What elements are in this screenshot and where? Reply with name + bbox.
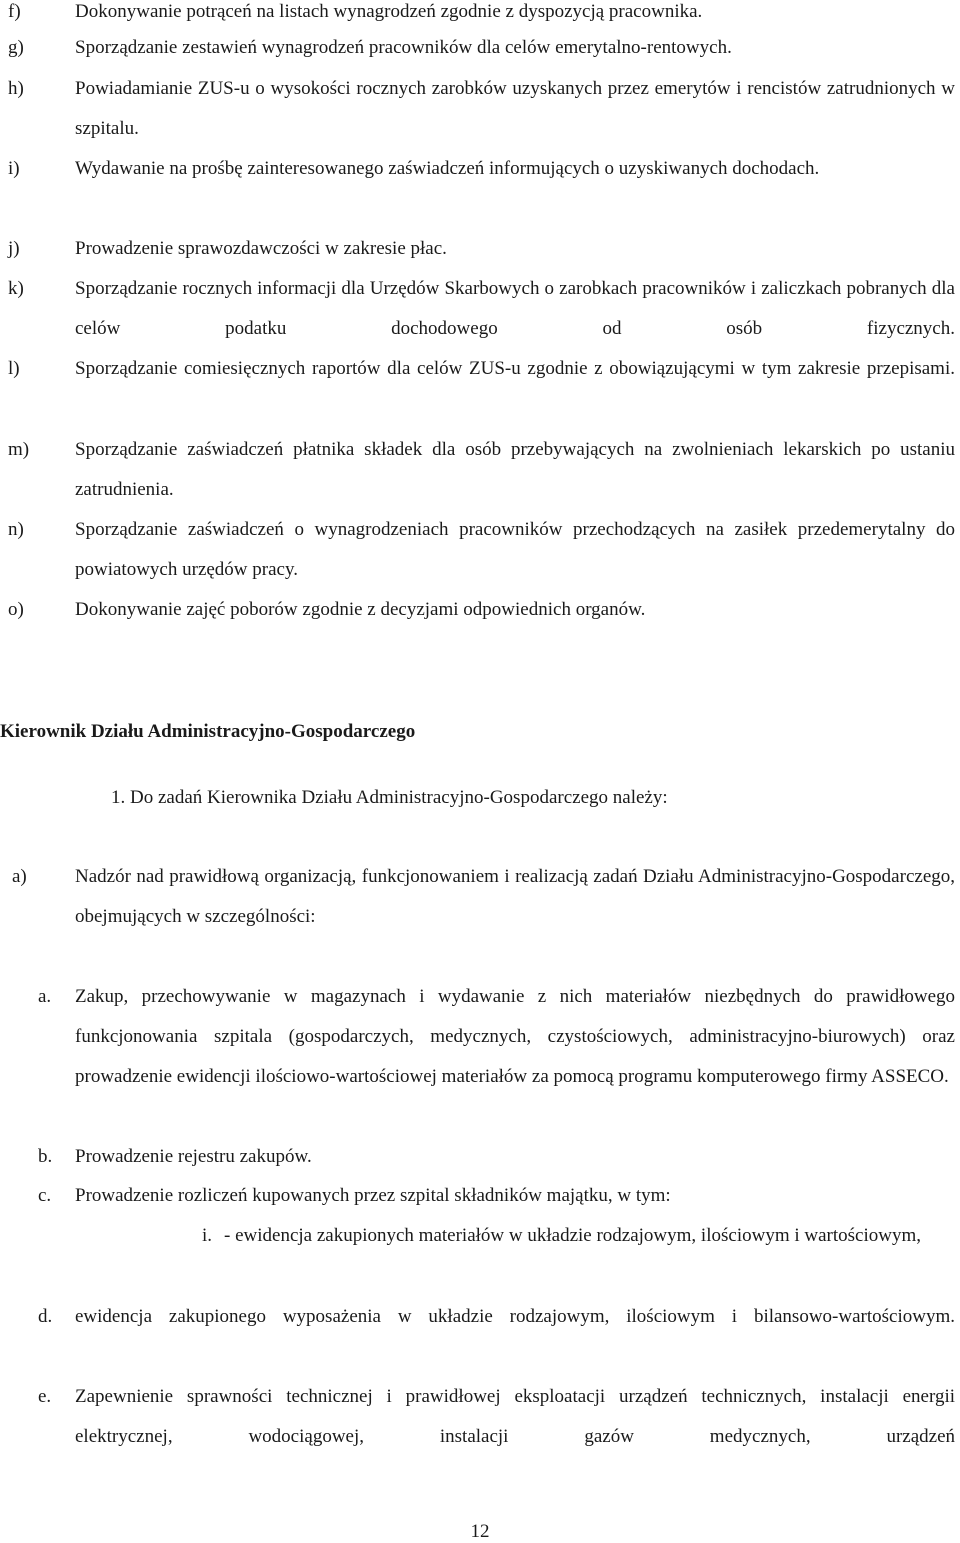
- page-number: 12: [470, 1521, 490, 1542]
- list-marker: f): [8, 1, 21, 22]
- list-text: - ewidencja zakupionych materiałów w układzie rodzajowym, ilościowym i wartościowym,: [224, 1225, 921, 1246]
- list-marker: n): [8, 519, 24, 540]
- list-marker: g): [8, 37, 24, 58]
- list-text: ewidencja zakupionego wyposażenia w układzie rodzajowym, ilościowym i bilansowo-wartościowym.: [75, 1306, 955, 1327]
- list-marker: e.: [38, 1386, 52, 1407]
- list-marker: a): [12, 866, 27, 887]
- list-text: Sporządzanie zaświadczeń płatnika składek dla osób przebywających na zwolnieniach lekarskich po ustaniu zatrudnienia.: [75, 439, 955, 500]
- list-text: Sporządzanie zaświadczeń o wynagrodzeniach pracowników przechodzących na zasiłek przedemerytalny do powiatowych urzędów pracy.: [75, 519, 955, 580]
- list-marker: a.: [38, 986, 52, 1007]
- list-marker: o): [8, 599, 24, 620]
- list-text: Powiadamianie ZUS-u o wysokości rocznych zarobków uzyskanych przez emerytów i rencistów zatrudnionych w szpitalu.: [75, 78, 955, 139]
- list-text: Prowadzenie sprawozdawczości w zakresie płac.: [75, 238, 447, 259]
- list-marker: j): [8, 238, 20, 259]
- list-text: Prowadzenie rejestru zakupów.: [75, 1146, 312, 1167]
- list-marker: d.: [38, 1306, 53, 1327]
- list-text: Sporządzanie comiesięcznych raportów dla celów ZUS-u zgodnie z obowiązującymi w tym zakresie przepisami.: [75, 358, 955, 379]
- list-text: Zapewnienie sprawności technicznej i prawidłowej eksploatacji urządzeń technicznych, instalacji energii elektrycznej, wodociągowej, instalacji gazów medycznych, urządzeń: [75, 1386, 955, 1447]
- list-marker: c.: [38, 1185, 52, 1206]
- list-text: Dokonywanie potrąceń na listach wynagrodzeń zgodnie z dyspozycją pracownika.: [75, 1, 703, 22]
- list-text: Sporządzanie rocznych informacji dla Urzędów Skarbowych o zarobkach pracowników i zaliczkach pobranych dla celów podatku dochodowego od osób fizycznych.: [75, 278, 955, 339]
- list-marker: l): [8, 358, 20, 379]
- list-text: Dokonywanie zajęć poborów zgodnie z decyzjami odpowiednich organów.: [75, 599, 646, 620]
- list-text: Prowadzenie rozliczeń kupowanych przez szpital składników majątku, w tym:: [75, 1185, 671, 1206]
- list-marker: b.: [38, 1146, 53, 1167]
- section-intro: 1. Do zadań Kierownika Działu Administracyjno-Gospodarczego należy:: [111, 787, 668, 808]
- list-text: Zakup, przechowywanie w magazynach i wydawanie z nich materiałów niezbędnych do prawidłowego funkcjonowania szpitala (gospodarczych, medycznych, czystościowych, administracyjno-biurowych) oraz prowadzenie ewidencji ilościowo-wartościowej materiałów za pomocą programu komputerowego firmy ASSECO.: [75, 986, 955, 1087]
- list-text: Nadzór nad prawidłową organizacją, funkcjonowaniem i realizacją zadań Działu Administracyjno-Gospodarczego, obejmujących w szczególności:: [75, 866, 955, 927]
- list-marker: i.: [202, 1225, 213, 1246]
- list-text: Sporządzanie zestawień wynagrodzeń pracowników dla celów emerytalno-rentowych.: [75, 37, 732, 58]
- list-marker: i): [8, 158, 20, 179]
- section-heading: Kierownik Działu Administracyjno-Gospodarczego: [0, 721, 416, 742]
- list-marker: h): [8, 78, 24, 99]
- list-marker: m): [8, 439, 30, 460]
- list-text: Wydawanie na prośbę zainteresowanego zaświadczeń informujących o uzyskiwanych dochodach.: [75, 158, 820, 179]
- list-marker: k): [8, 278, 24, 299]
